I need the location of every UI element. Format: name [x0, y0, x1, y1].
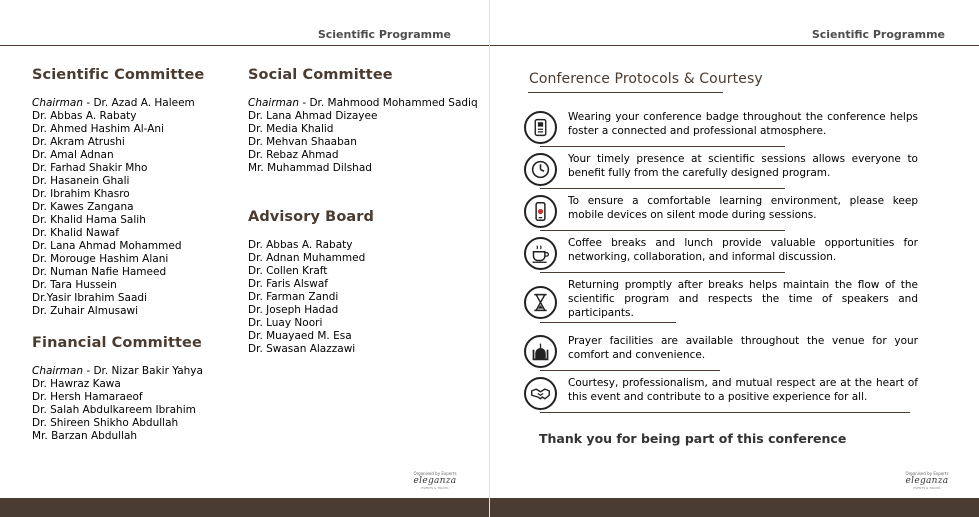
brand-tagline: Organised by Experts [413, 471, 457, 476]
member-name: Dr. Farhad Shakir Mho [32, 162, 148, 174]
scientific-committee [32, 67, 204, 318]
member-name: Dr. Farman Zandi [248, 291, 339, 303]
brand-name: eleganza [905, 476, 949, 486]
member-name: Dr. Lana Ahmad Mohammed [32, 240, 182, 252]
social-committee-title: Social Committee [248, 67, 393, 83]
member-name: Dr. Luay Noori [248, 317, 323, 329]
member-name: Dr. Shireen Shikho Abdullah [32, 417, 179, 429]
member-name: Dr. Lana Ahmad Dizayee [248, 110, 378, 122]
advisory-board [248, 209, 374, 356]
header-title: Scientific Programme [317, 28, 451, 41]
left-page [0, 0, 489, 517]
member-name: Dr. Hawraz Kawa [32, 378, 121, 390]
hourglass-icon [524, 286, 557, 319]
right-page [490, 0, 979, 517]
protocols-title: Conference Protocols & Courtesy [529, 71, 763, 87]
social-committee-members [248, 110, 478, 175]
mosque-icon [524, 335, 557, 368]
member-name: Dr. Collen Kraft [248, 265, 328, 277]
member-name: Dr. Khalid Hama Salih [32, 214, 146, 226]
clock-icon [524, 153, 557, 186]
member-name: Dr. Ibrahim Khasro [32, 188, 130, 200]
header-title: Scientific Programme [811, 28, 945, 41]
protocol-divider [540, 272, 785, 273]
member-name: Dr. Salah Abdulkareem Ibrahim [32, 404, 196, 416]
protocol-divider [540, 188, 785, 189]
protocol-text: Prayer facilities are available throughout the venue for your comfort and convenience. [568, 335, 918, 361]
phone-icon [524, 195, 557, 228]
member-name: Dr. Joseph Hadad [248, 304, 339, 316]
member-name: Dr. Khalid Nawaf [32, 227, 119, 239]
coffee-icon [524, 237, 557, 270]
financial-committee [32, 335, 203, 443]
chair-name: - Dr. Azad A. Haleem [82, 97, 195, 109]
member-name: Dr. Rebaz Ahmad [248, 149, 339, 161]
member-name: Dr. Muayaed M. Esa [248, 330, 352, 342]
member-name: Dr. Tara Hussein [32, 279, 117, 291]
protocol-text: Your timely presence at scientific sessions allows everyone to benefit fully from the carefully designed program. [568, 153, 918, 179]
brand-name: eleganza [413, 476, 457, 486]
chair-name: - Dr. Nizar Bakir Yahya [82, 365, 203, 377]
scientific-committee-members [32, 110, 204, 318]
chair-label: Chairman [32, 97, 83, 109]
member-name: Mr. Muhammad Dilshad [248, 162, 372, 174]
member-name: Dr. Hasanein Ghali [32, 175, 130, 187]
chair-label: Chairman [32, 365, 83, 377]
member-name: Dr. Media Khalid [248, 123, 334, 135]
member-name: Dr. Kawes Zangana [32, 201, 134, 213]
protocols-title-underline [528, 92, 723, 93]
footer-bar [0, 498, 489, 517]
scientific-committee-chair [32, 97, 204, 110]
brand-tagline: Organised by Experts [905, 471, 949, 476]
member-name: Dr. Adnan Muhammed [248, 252, 366, 264]
protocol-divider [540, 322, 676, 323]
financial-committee-title: Financial Committee [32, 335, 202, 351]
brand-subtitle: EVENTS & TRAVEL [913, 486, 941, 490]
member-name: Dr. Swasan Alazzawi [248, 343, 356, 355]
member-name: Dr. Amal Adnan [32, 149, 114, 161]
member-name: Dr. Akram Atrushi [32, 136, 125, 148]
protocol-divider [540, 230, 785, 231]
header-rule [490, 45, 979, 46]
member-name: Mr. Barzan Abdullah [32, 430, 138, 442]
member-name: Dr. Hersh Hamaraeof [32, 391, 143, 403]
member-name: Dr.Yasir Ibrahim Saadi [32, 292, 147, 304]
member-name: Dr. Abbas A. Rabaty [248, 239, 353, 251]
scientific-committee-title: Scientific Committee [32, 67, 205, 83]
protocol-text: To ensure a comfortable learning environment, please keep mobile devices on silent mode during sessions. [568, 195, 918, 221]
financial-committee-chair [32, 365, 203, 378]
member-name: Dr. Zuhair Almusawi [32, 305, 139, 317]
chair-name: - Dr. Mahmood Mohammed Sadiq [298, 97, 478, 109]
social-committee-chair [248, 97, 478, 110]
eleganza-logo [897, 471, 957, 490]
header-rule [0, 45, 489, 46]
advisory-board-members [248, 239, 374, 356]
protocol-text: Wearing your conference badge throughout the conference helps foster a connected and professional atmosphere. [568, 111, 918, 137]
protocol-text: Courtesy, professionalism, and mutual respect are at the heart of this event and contribute to a positive experience for all. [568, 377, 918, 403]
handshake-icon [524, 377, 557, 410]
eleganza-logo [405, 471, 465, 490]
member-name: Dr. Abbas A. Rabaty [32, 110, 137, 122]
protocol-text: Coffee breaks and lunch provide valuable opportunities for networking, collaboration, and informal discussion. [568, 237, 918, 263]
member-name: Dr. Ahmed Hashim Al-Ani [32, 123, 164, 135]
social-committee [248, 67, 478, 175]
protocol-divider [540, 370, 720, 371]
protocol-divider [540, 412, 910, 413]
financial-committee-members [32, 378, 203, 443]
closing-message: Thank you for being part of this conference [539, 431, 847, 446]
member-name: Dr. Mehvan Shaaban [248, 136, 357, 148]
member-name: Dr. Morouge Hashim Alani [32, 253, 169, 265]
advisory-board-title: Advisory Board [248, 209, 374, 225]
member-name: Dr. Faris Alswaf [248, 278, 328, 290]
brand-subtitle: EVENTS & TRAVEL [421, 486, 449, 490]
member-name: Dr. Numan Nafie Hameed [32, 266, 167, 278]
footer-bar [490, 498, 979, 517]
badge-icon [524, 111, 557, 144]
chair-label: Chairman [248, 97, 299, 109]
protocol-divider [540, 146, 785, 147]
protocol-text: Returning promptly after breaks helps maintain the flow of the scientific program and respects the time of speakers and participants. [568, 279, 918, 319]
